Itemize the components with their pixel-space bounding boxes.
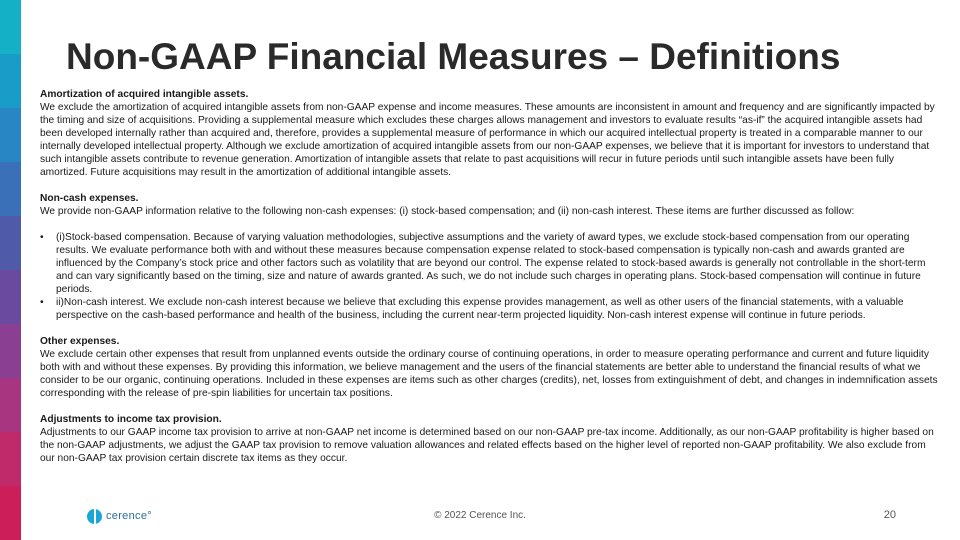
side-bar-segment (0, 54, 21, 108)
side-bar-segment (0, 216, 21, 270)
definitions-content (40, 88, 938, 478)
section-tax-adjustments (40, 413, 938, 465)
section-non-cash (40, 192, 938, 322)
section-body-amortization: We exclude the amortization of acquired intangible assets from non-GAAP expense and income measures. These amounts are inconsistent in amount and frequency and are significantly impacted by the timing and size of acquisitions. Providing a supplemental measure which excludes these charges allows management and investors to evaluate results “as-if” the acquired intangible assets had been developed internally rather than acquired and, therefore, provides a supplemental measure of performance in which our acquired intellectual property is treated in a comparable manner to our internally developed intellectual property. Although we exclude amortization of acquired intangible assets from our non-GAAP expenses, we believe that it is important for investors to understand that such intangible assets contribute to revenue generation. Amortization of intangible assets that relate to past acquisitions will recur in future periods until such intangible assets have been fully amortized. Future acquisitions may result in the amortization of additional intangible assets. (40, 102, 935, 178)
list-item (40, 296, 938, 322)
section-title-amortization: Amortization of acquired intangible assets. (40, 89, 249, 100)
side-bar-segment (0, 0, 21, 54)
section-title-non-cash: Non-cash expenses. (40, 193, 139, 204)
page-number: 20 (883, 509, 896, 521)
side-bar-segment (0, 324, 21, 378)
bullet-text-non-cash-interest: ii)Non-cash interest. We exclude non-cash interest because we believe that excluding this expense provides management, as well as other users of the financial statements, with a valuable perspective on the cash-based performance and health of the business, including the current near-term projected liquidity. Non-cash interest expense will continue in future periods. (56, 297, 904, 321)
section-title-other-expenses: Other expenses. (40, 336, 120, 347)
section-body-non-cash: We provide non-GAAP information relative to the following non-cash expenses: (i) stock-based compensation; and (ii) non-cash interest. These items are further discussed as follow: (40, 206, 855, 217)
side-bar-segment (0, 270, 21, 324)
side-bar-segment (0, 162, 21, 216)
list-item (40, 231, 938, 296)
section-amortization (40, 88, 938, 179)
section-other-expenses (40, 335, 938, 400)
copyright-text: © 2022 Cerence Inc. (434, 510, 526, 521)
decorative-side-bar (0, 0, 21, 540)
bullet-icon: • (40, 297, 44, 308)
non-cash-bullet-list (40, 231, 938, 322)
section-body-tax-adjustments: Adjustments to our GAAP income tax provision to arrive at non-GAAP net income is determined based on our non-GAAP pre-tax income. Additionally, as our non-GAAP profitability is higher based on the non-GAAP adjustments, we adjust the GAAP tax provision to remove valuation allowances and related effects based on the higher level of reported non-GAAP profitability. We also exclude from our non-GAAP tax provision certain discrete tax items as they occur. (40, 427, 934, 464)
page-title: Non-GAAP Financial Measures – Definitions (66, 36, 841, 77)
side-bar-segment (0, 378, 21, 432)
logo-text: cerence° (106, 510, 152, 522)
section-title-tax-adjustments: Adjustments to income tax provision. (40, 414, 222, 425)
section-body-other-expenses: We exclude certain other expenses that result from unplanned events outside the ordinary course of continuing operations, in order to measure operating performance and current and future liquidity both with and without these expenses. By providing this information, we believe management and the users of the financial statements are better able to understand the financial results of what we consider to be our organic, continuing operations. Included in these expenses are items such as other charges (credits), net, losses from extinguishment of debt, and changes in indemnification assets corresponding with the release of pre-spin liabilities for uncertain tax positions. (40, 349, 938, 399)
bullet-text-stock-compensation: (i)Stock-based compensation. Because of varying valuation methodologies, subjective assumptions and the variety of award types, we exclude stock-based compensation from our operating results. We evaluate performance both with and without these measures because compensation expense related to stock-based compensation is typically non-cash and awards granted are influenced by the Company’s stock price and other factors such as volatility that are beyond our control. The expense related to stock-based awards is generally not controllable in the short-term and can vary significantly based on the timing, size and nature of awards granted. As such, we do not include such charges in operating plans. Stock-based compensation will continue in future periods. (56, 232, 926, 295)
side-bar-segment (0, 108, 21, 162)
side-bar-segment (0, 432, 21, 486)
bullet-icon: • (40, 232, 44, 243)
